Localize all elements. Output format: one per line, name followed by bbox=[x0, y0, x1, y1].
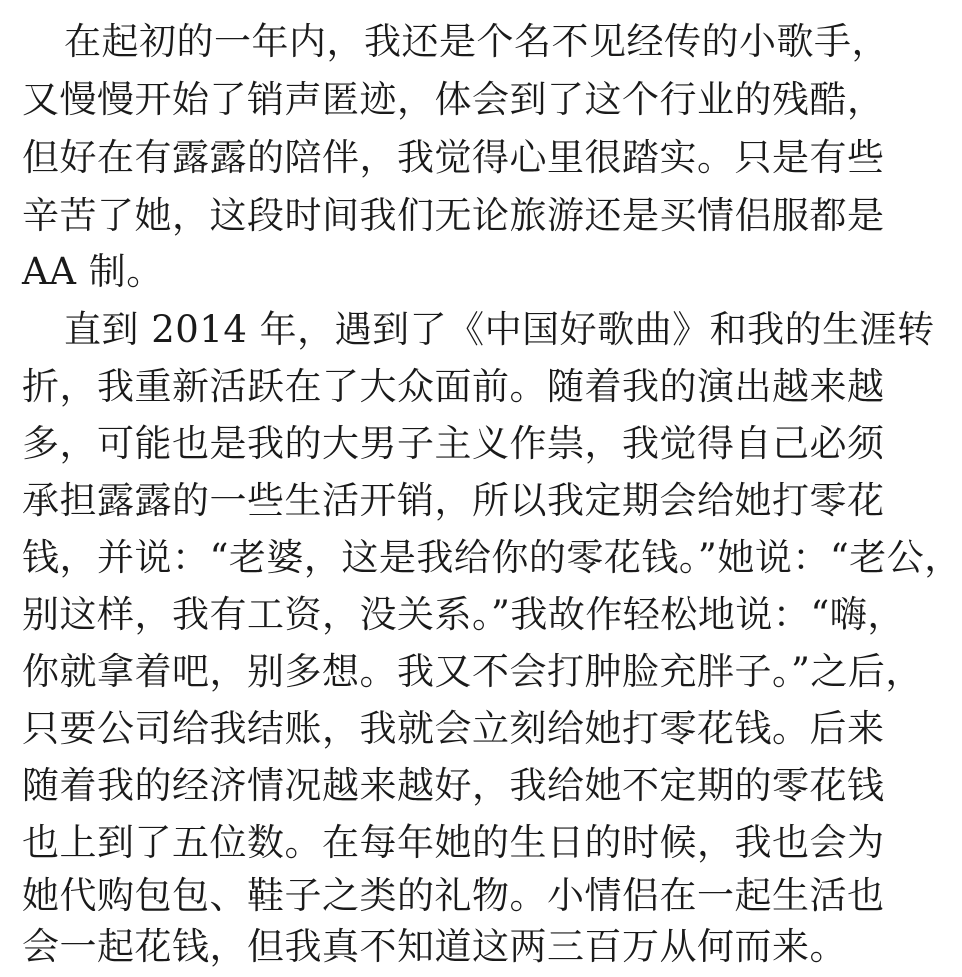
paragraph-2-line-9: 随着我的经济情况越来越好，我给她不定期的零花钱 bbox=[22, 764, 885, 807]
paragraph-1-line-3: 但好在有露露的陪伴，我觉得心里很踏实。只是有些 bbox=[22, 136, 885, 179]
paragraph-2-line-10: 也上到了五位数。在每年她的生日的时候，我也会为 bbox=[22, 821, 885, 864]
paragraph-2-line-12: 会一起花钱，但我真不知道这两三百万从何而来。 bbox=[22, 925, 847, 968]
paragraph-2-line-7: 你就拿着吧，别多想。我又不会打肿脸充胖子。”之后， bbox=[22, 650, 923, 693]
paragraph-1-line-2: 又慢慢开始了销声匿迹，体会到了这个行业的残酷， bbox=[22, 78, 885, 121]
paragraph-2-line-2: 折，我重新活跃在了大众面前。随着我的演出越来越 bbox=[22, 365, 885, 408]
paragraph-2-line-4: 承担露露的一些生活开销，所以我定期会给她打零花 bbox=[22, 479, 885, 522]
paragraph-1-line-4: 辛苦了她，这段时间我们无论旅游还是买情侣服都是 bbox=[22, 194, 885, 237]
paragraph-2-line-11: 她代购包包、鞋子之类的礼物。小情侣在一起生活也 bbox=[22, 874, 885, 917]
paragraph-2-line-1: 直到 2014 年，遇到了《中国好歌曲》和我的生涯转 bbox=[64, 308, 935, 351]
paragraph-2-line-6: 别这样，我有工资，没关系。”我故作轻松地说：“嗨， bbox=[22, 593, 905, 636]
paragraph-2-line-3: 多，可能也是我的大男子主义作祟，我觉得自己必须 bbox=[22, 422, 885, 465]
paragraph-1-line-5: AA 制。 bbox=[22, 250, 164, 293]
paragraph-2-line-5: 钱，并说：“老婆，这是我给你的零花钱。”她说：“老公， bbox=[22, 536, 962, 579]
paragraph-1-line-1: 在起初的一年内，我还是个名不见经传的小歌手， bbox=[64, 20, 889, 63]
paragraph-2-line-8: 只要公司给我结账，我就会立刻给她打零花钱。后来 bbox=[22, 707, 885, 750]
